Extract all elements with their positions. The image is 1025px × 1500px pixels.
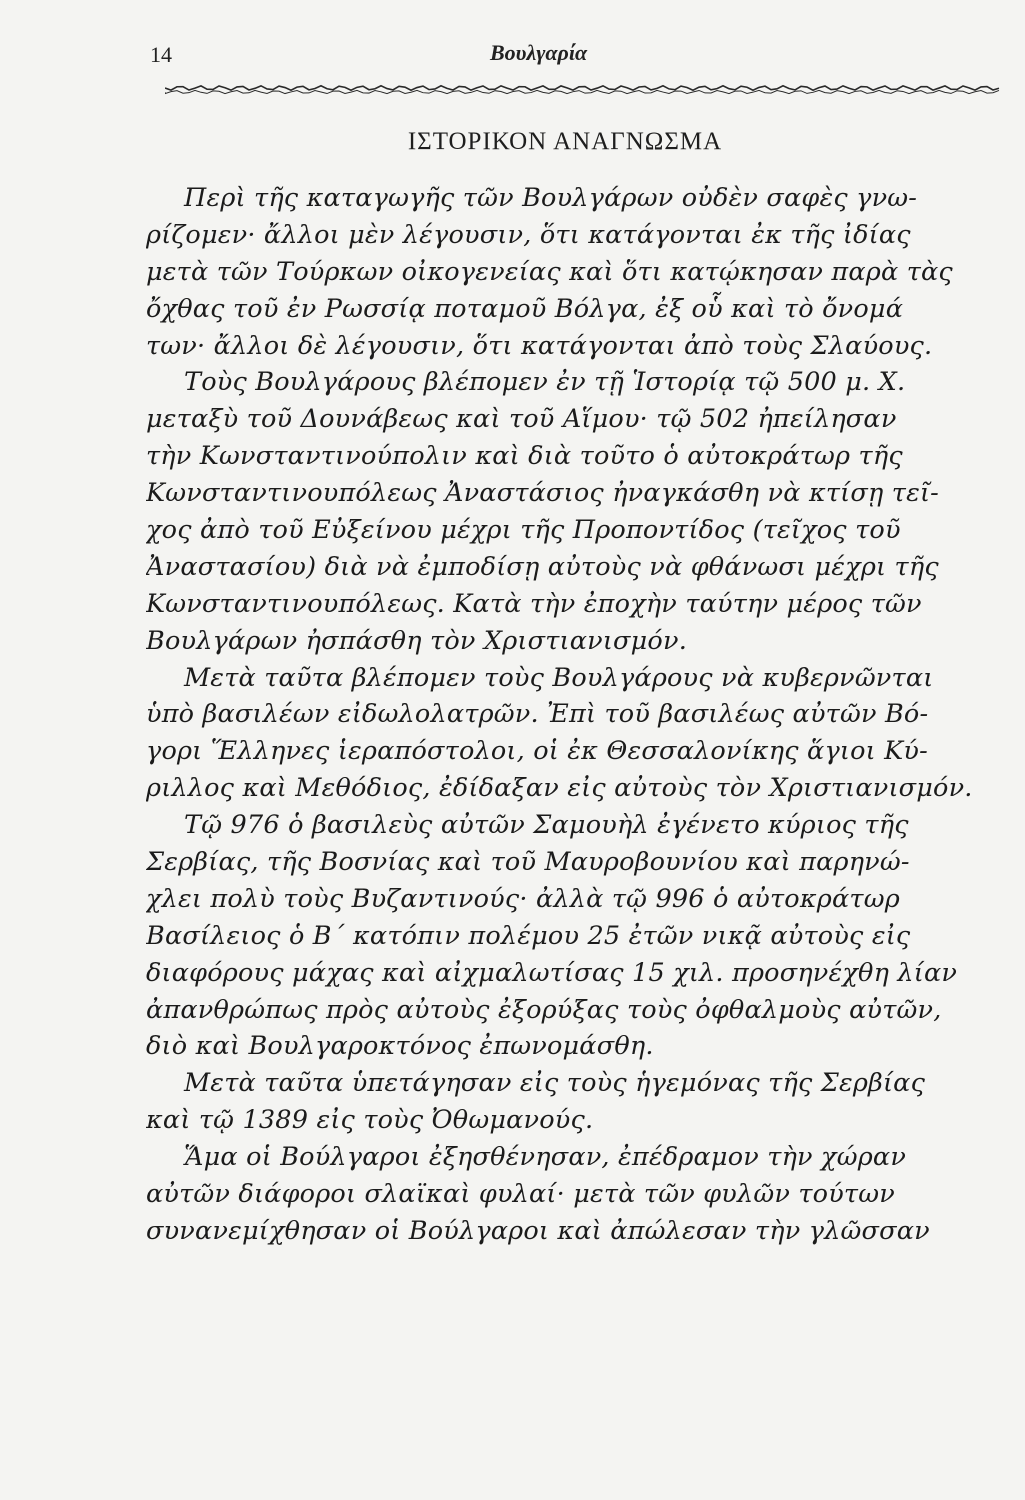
- text-line: χλει πολὺ τοὺς Βυζαντινούς· ἀλλὰ τῷ 996 ὁ αὐτοκράτωρ: [146, 883, 900, 914]
- text-line: τὴν Κωνσταντινούπολιν καὶ διὰ τοῦτο ὁ αὐτοκράτωρ τῆς: [146, 441, 903, 472]
- text-line: Ἅμα οἱ Βούλγαροι ἐξησθένησαν, ἐπέδραμον τὴν χώραν: [184, 1142, 907, 1173]
- section-title: ΙΣΤΟΡΙΚΟΝ ΑΝΑΓΝΩΣΜΑ: [407, 128, 723, 155]
- page-header: [150, 36, 1000, 76]
- text-line: μετὰ τῶν Τούρκων οἰκογενείας καὶ ὅτι κατῴκησαν παρὰ τὰς: [146, 256, 953, 287]
- text-line: Βουλγάρων ἠσπάσθη τὸν Χριστιανισμόν.: [146, 625, 687, 656]
- body-text: [146, 180, 1006, 1250]
- text-line: ὄχθας τοῦ ἐν Ρωσσίᾳ ποταμοῦ Βόλγα, ἐξ οὗ καὶ τὸ ὄνομά: [146, 293, 904, 324]
- text-line: Τοὺς Βουλγάρους βλέπομεν ἐν τῇ Ἱστορίᾳ τῷ 500 μ. Χ.: [184, 367, 906, 398]
- text-line: ρίζομεν· ἄλλοι μὲν λέγουσιν, ὅτι κατάγονται ἐκ τῆς ἰδίας: [146, 219, 911, 250]
- text-line: διὸ καὶ Βουλγαροκτόνος ἐπωνομάσθη.: [146, 1031, 654, 1062]
- text-line: χος ἀπὸ τοῦ Εὐξείνου μέχρι τῆς Προποντίδος (τεῖχος τοῦ: [146, 515, 901, 546]
- text-line: ὑπὸ βασιλέων εἰδωλολατρῶν. Ἐπὶ τοῦ βασιλέως αὐτῶν Βό-: [146, 699, 929, 730]
- text-line: Κωνσταντινουπόλεως. Κατὰ τὴν ἐποχὴν ταύτην μέρος τῶν: [146, 588, 922, 619]
- running-head: Βουλγαρία: [490, 40, 588, 65]
- text-line: Βασίλειος ὁ Β΄ κατόπιν πολέμου 25 ἐτῶν νικᾷ αὐτοὺς εἰς: [146, 920, 911, 951]
- page-number: 14: [150, 42, 172, 67]
- text-line: Μετὰ ταῦτα ὑπετάγησαν εἰς τοὺς ἡγεμόνας τῆς Σερβίας: [184, 1068, 926, 1099]
- text-line: γορι Ἕλληνες ἱεραπόστολοι, οἱ ἐκ Θεσσαλονίκης ἅγιοι Κύ-: [146, 736, 928, 767]
- text-line: καὶ τῷ 1389 εἰς τοὺς Ὀθωμανούς.: [146, 1105, 594, 1136]
- decorative-wavy-rule: [165, 74, 1000, 100]
- text-line: Ἀναστασίου) διὰ νὰ ἐμποδίσῃ αὐτοὺς νὰ φθάνωσι μέχρι τῆς: [146, 551, 939, 582]
- text-line: Περὶ τῆς καταγωγῆς τῶν Βουλγάρων οὐδὲν σαφὲς γνω-: [184, 183, 918, 213]
- text-line: Κωνσταντινουπόλεως Ἀναστάσιος ἠναγκάσθη νὰ κτίσῃ τεῖ-: [146, 478, 939, 509]
- text-line: διαφόρους μάχας καὶ αἰχμαλωτίσας 15 χιλ. προσηνέχθη λίαν: [146, 957, 958, 988]
- text-line: μεταξὺ τοῦ Δουνάβεως καὶ τοῦ Αἵμου· τῷ 502 ἠπείλησαν: [146, 404, 897, 435]
- text-line: αὐτῶν διάφοροι σλαϊκαὶ φυλαί· μετὰ τῶν φυλῶν τούτων: [146, 1179, 895, 1210]
- text-line: Τῷ 976 ὁ βασιλεὺς αὐτῶν Σαμουὴλ ἐγένετο κύριος τῆς: [184, 810, 909, 841]
- text-line: των· ἄλλοι δὲ λέγουσιν, ὅτι κατάγονται ἀπὸ τοὺς Σλαύους.: [146, 330, 933, 361]
- text-line: Σερβίας, τῆς Βοσνίας καὶ τοῦ Μαυροβουνίου καὶ παρηνώ-: [146, 847, 910, 878]
- text-line: συνανεμίχθησαν οἱ Βούλγαροι καὶ ἀπώλεσαν τὴν γλῶσσαν: [146, 1215, 930, 1246]
- text-line: ριλλος καὶ Μεθόδιος, ἐδίδαξαν εἰς αὐτοὺς τὸν Χριστιανισμόν.: [146, 773, 973, 804]
- text-line: ἀπανθρώπως πρὸς αὐτοὺς ἐξορύξας τοὺς ὀφθαλμοὺς αὐτῶν,: [146, 994, 942, 1025]
- text-line: Μετὰ ταῦτα βλέπομεν τοὺς Βουλγάρους νὰ κυβερνῶνται: [184, 662, 934, 693]
